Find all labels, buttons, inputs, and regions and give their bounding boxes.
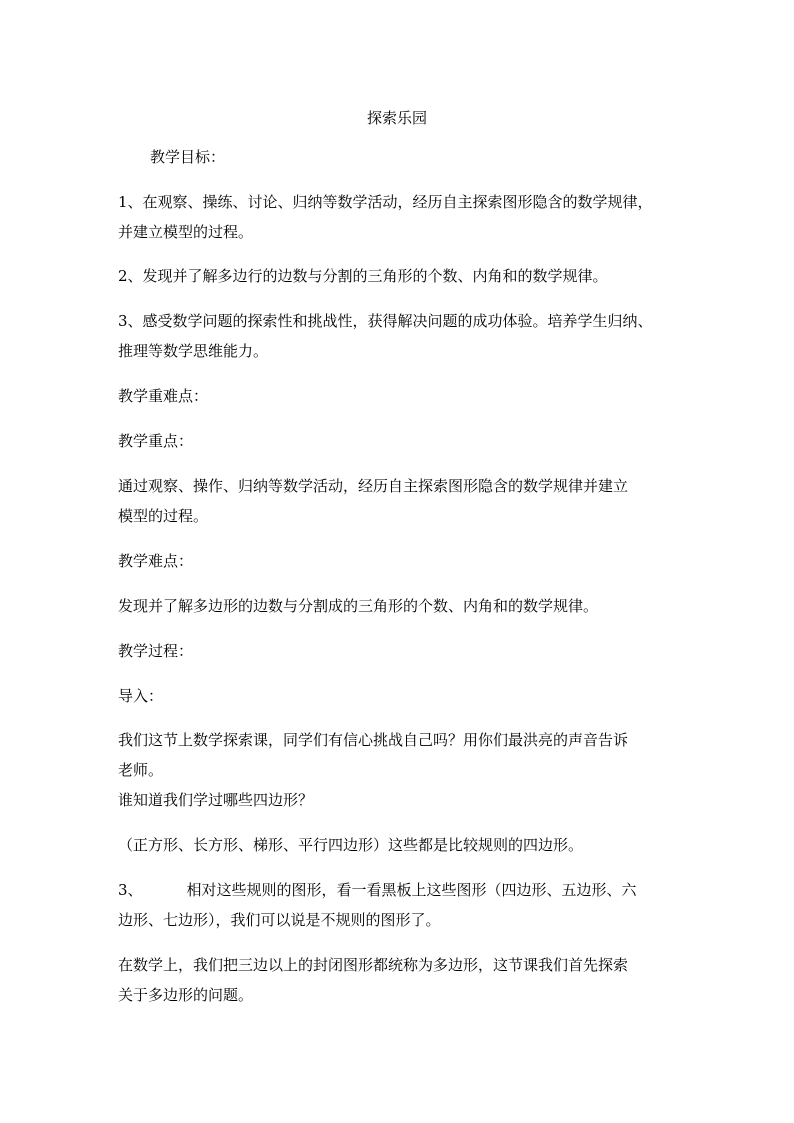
- paragraph-difficult-points-text: 发现并了解多边形的边数与分割成的三角形的个数、内角和的数学规律。: [118, 597, 599, 615]
- paragraph-difficult-points-heading: 教学难点：: [118, 552, 194, 570]
- paragraph-goal-3-line-1: 3、感受数学问题的探索性和挑战性，获得解决问题的成功体验。培养学生归纳、: [118, 312, 653, 330]
- paragraph-key-points-line-2: 模型的过程。: [118, 507, 209, 525]
- item-3-text: 相对这些规则的图形，看一看黑板上这些图形（四边形、五边形、六: [186, 881, 637, 899]
- paragraph-item-3-line-2: 边形、七边形），我们可以说是不规则的图形了。: [118, 911, 441, 929]
- paragraph-goal-1-line-2: 并建立模型的过程。: [118, 223, 254, 241]
- paragraph-intro-line-1: 我们这节上数学探索课，同学们有信心挑战自己吗？用你们最洪亮的声音告诉: [118, 731, 629, 749]
- paragraph-teaching-goals-heading: 教学目标：: [150, 148, 226, 166]
- paragraph-item-3-line-1: [118, 880, 698, 900]
- paragraph-question: 谁知道我们学过哪些四边形？: [118, 791, 314, 809]
- paragraph-process-heading: 教学过程：: [118, 642, 194, 660]
- paragraph-polygon-line-2: 关于多边形的问题。: [118, 986, 254, 1004]
- paragraph-goal-1-line-1: 1、在观察、操练、讨论、归纳等数学活动，经历自主探索图形隐含的数学规律，: [118, 193, 653, 211]
- paragraph-intro-heading: 导入：: [118, 687, 164, 705]
- paragraph-goal-3-line-2: 推理等数学思维能力。: [118, 342, 269, 360]
- paragraph-key-points-line-1: 通过观察、操作、归纳等数学活动，经历自主探索图形隐含的数学规律并建立: [118, 477, 629, 495]
- item-3-number: 3、: [118, 881, 143, 899]
- paragraph-goal-2: 2、发现并了解多边行的边数与分割的三角形的个数、内角和的数学规律。: [118, 267, 608, 285]
- document-title: 探索乐园: [366, 109, 427, 127]
- paragraph-quadrilaterals: （正方形、长方形、梯形、平行四边形）这些都是比较规则的四边形。: [118, 836, 584, 854]
- paragraph-polygon-line-1: 在数学上，我们把三边以上的封闭图形都统称为多边形，这节课我们首先探索: [118, 956, 629, 974]
- paragraph-key-difficult-heading: 教学重难点：: [118, 387, 209, 405]
- paragraph-intro-line-2: 老师。: [118, 761, 164, 779]
- paragraph-key-points-heading: 教学重点：: [118, 432, 194, 450]
